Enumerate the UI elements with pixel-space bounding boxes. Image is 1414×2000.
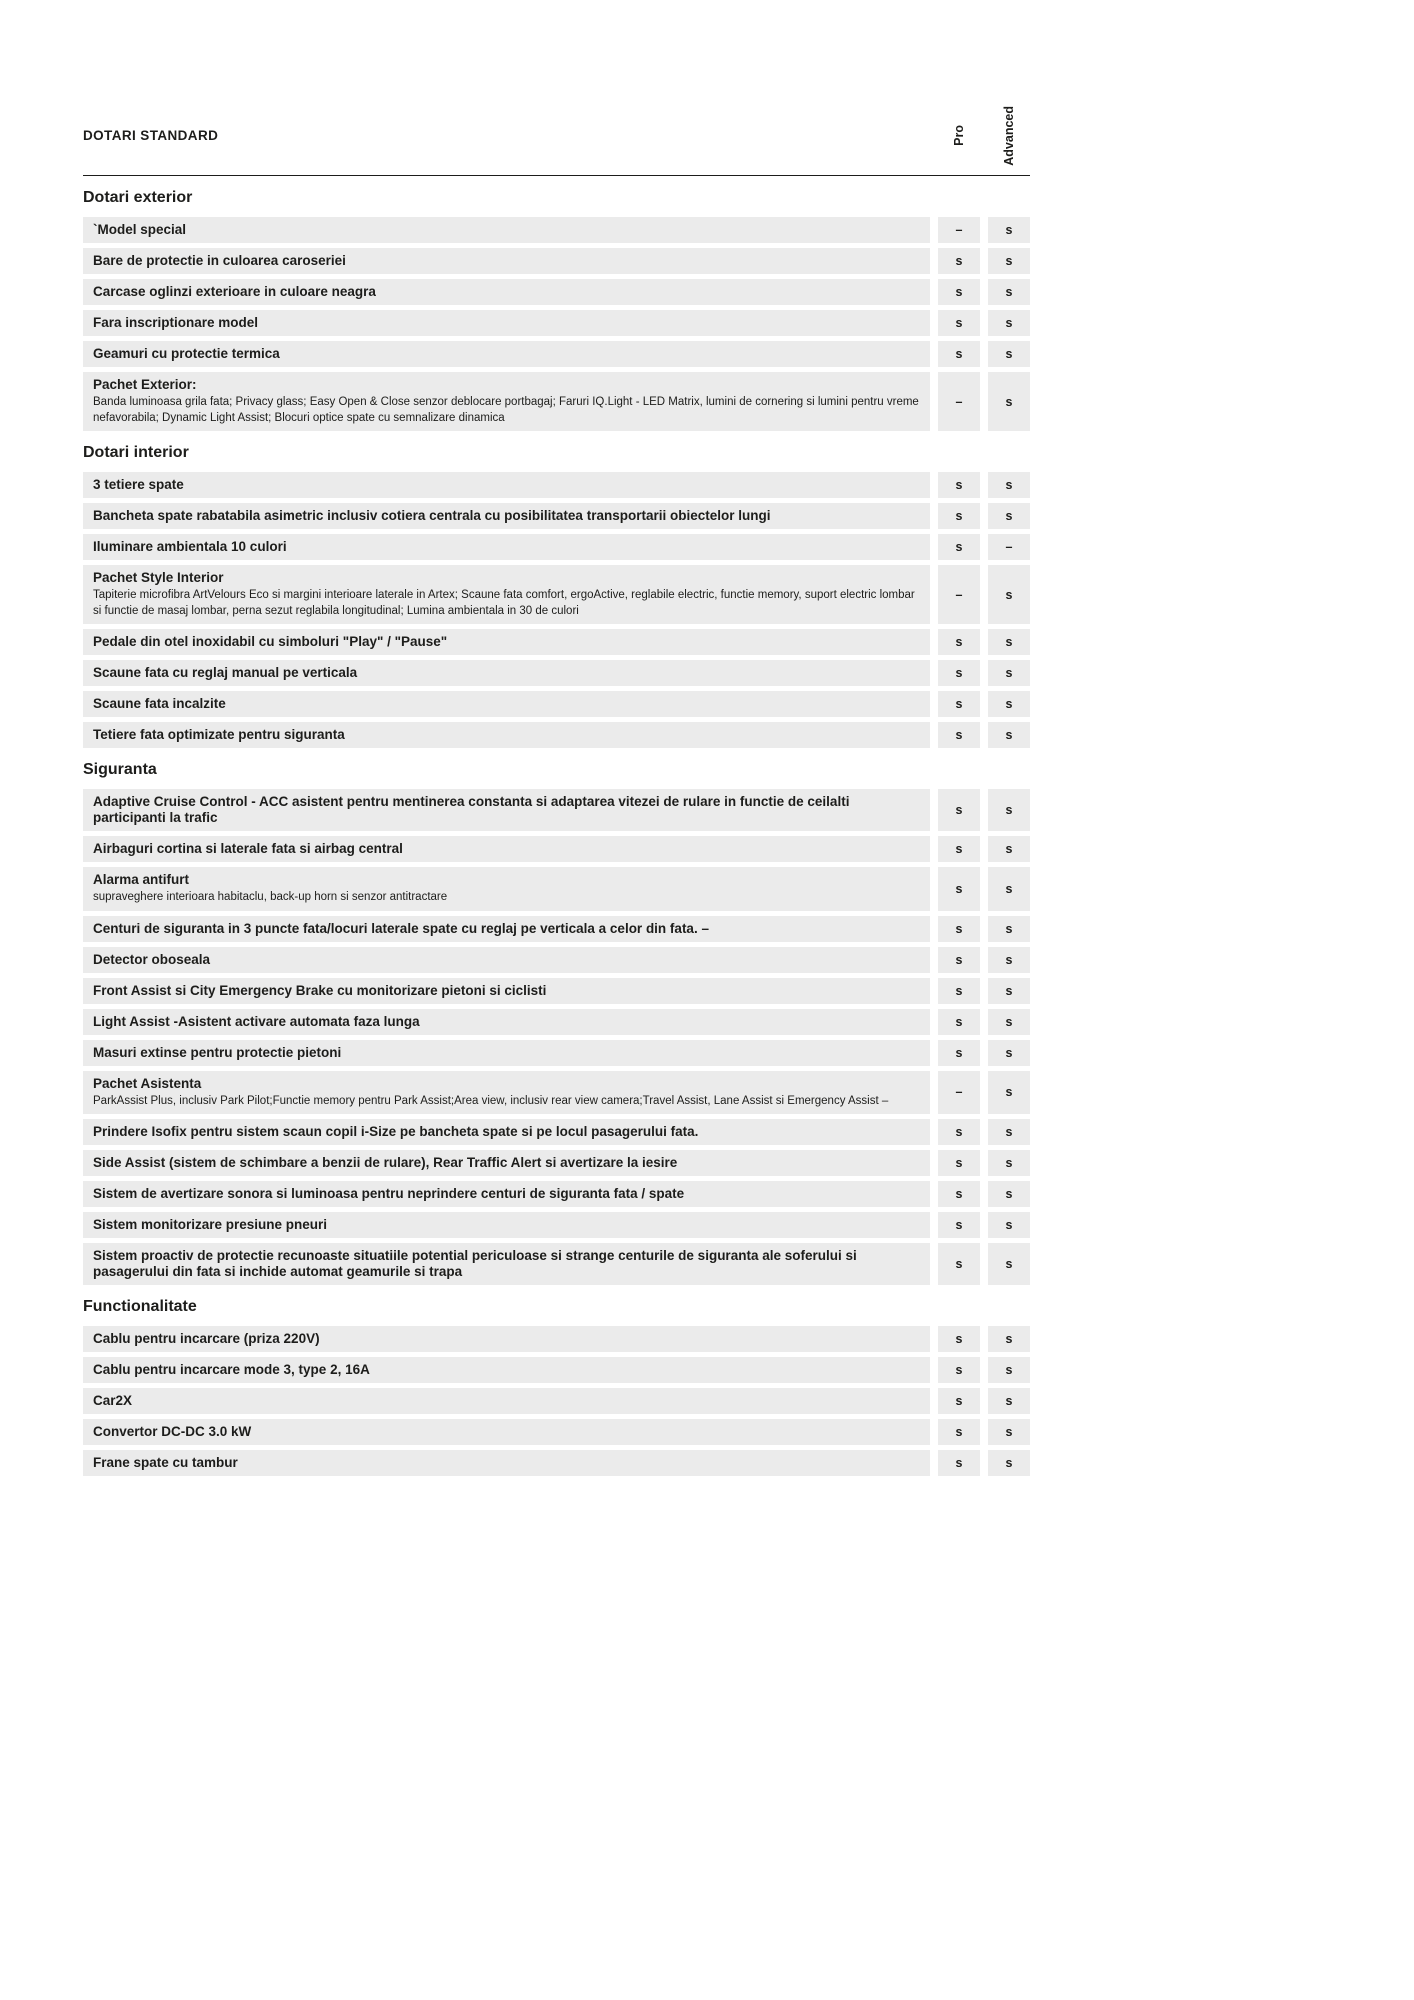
column-header-advanced-label: Advanced xyxy=(1002,105,1016,166)
feature-row xyxy=(83,629,1030,655)
feature-title: Fara inscriptionare model xyxy=(93,315,259,330)
value-advanced: s xyxy=(988,978,1030,1004)
feature-title: Airbaguri cortina si laterale fata si airbag central xyxy=(93,841,403,856)
section-title: Siguranta xyxy=(83,761,157,778)
value-pro: – xyxy=(938,217,980,243)
feature-label-cell xyxy=(83,503,930,529)
feature-label-cell xyxy=(83,565,930,624)
feature-label-cell xyxy=(83,1419,930,1445)
value-pro: s xyxy=(938,1419,980,1445)
value-advanced: s xyxy=(988,472,1030,498)
value-advanced: s xyxy=(988,1181,1030,1207)
feature-label-cell xyxy=(83,341,930,367)
value-pro: s xyxy=(938,916,980,942)
value-pro: s xyxy=(938,503,980,529)
value-pro: s xyxy=(938,722,980,748)
section-functionalitate xyxy=(83,1298,1030,1476)
feature-title: Pachet Style Interior xyxy=(93,570,224,585)
value-pro: s xyxy=(938,691,980,717)
feature-label-cell xyxy=(83,1181,930,1207)
section-title: Functionalitate xyxy=(83,1298,197,1315)
feature-row xyxy=(83,565,1030,624)
value-pro: s xyxy=(938,1040,980,1066)
feature-row xyxy=(83,1150,1030,1176)
feature-description: supraveghere interioara habitaclu, back-up horn si senzor antitractare xyxy=(93,891,448,903)
value-advanced: s xyxy=(988,341,1030,367)
feature-title: Centuri de siguranta in 3 puncte fata/locuri laterale spate cu reglaj pe verticala a celor din fata. – xyxy=(93,920,709,936)
feature-title: Prindere Isofix pentru sistem scaun copil i-Size pe bancheta spate si pe locul pasagerului fata. xyxy=(93,1124,699,1139)
value-advanced: s xyxy=(988,691,1030,717)
value-pro: – xyxy=(938,1071,980,1115)
sections xyxy=(83,189,1030,1476)
value-advanced: s xyxy=(988,660,1030,686)
section-siguranta xyxy=(83,761,1030,1285)
value-pro: s xyxy=(938,867,980,911)
value-advanced: s xyxy=(988,722,1030,748)
feature-row xyxy=(83,503,1030,529)
feature-description: Banda luminoasa grila fata; Privacy glass; Easy Open & Close senzor deblocare portbagaj; Faruri IQ.Light - LED Matrix, lumini de cornering si lumini pentru vreme nefavorabila; Dynamic Light Assist; Blocuri optice spate cu semnalizare dinamica xyxy=(93,396,919,424)
feature-label-cell xyxy=(83,660,930,686)
value-pro: s xyxy=(938,1119,980,1145)
value-advanced: s xyxy=(988,565,1030,624)
feature-label-cell xyxy=(83,722,930,748)
feature-label-cell xyxy=(83,1071,930,1115)
value-pro: s xyxy=(938,1212,980,1238)
column-header-pro-label: Pro xyxy=(952,125,966,146)
feature-row xyxy=(83,722,1030,748)
value-pro: s xyxy=(938,1388,980,1414)
feature-title: Pachet Asistenta xyxy=(93,1075,202,1091)
column-header-advanced xyxy=(988,96,1030,176)
value-advanced: s xyxy=(988,1150,1030,1176)
feature-title: Pedale din otel inoxidabil cu simboluri "Play" / "Pause" xyxy=(93,634,448,649)
feature-label-cell xyxy=(83,629,930,655)
feature-title: Sistem de avertizare sonora si luminoasa pentru neprindere centuri de siguranta fata / spate xyxy=(93,1186,685,1201)
value-advanced: s xyxy=(988,867,1030,911)
value-pro: s xyxy=(938,629,980,655)
feature-row xyxy=(83,1071,1030,1115)
feature-title: Scaune fata cu reglaj manual pe verticala xyxy=(93,665,358,680)
feature-title: Sistem proactiv de protectie recunoaste situatiile potential periculoase si strange centurile de siguranta ale soferului si pasagerului din fata si inchide automat geamurile si trapa xyxy=(93,1248,857,1279)
feature-row xyxy=(83,660,1030,686)
value-advanced: s xyxy=(988,1450,1030,1476)
value-pro: s xyxy=(938,1450,980,1476)
feature-title: Tetiere fata optimizate pentru siguranta xyxy=(93,727,345,742)
value-pro: – xyxy=(938,372,980,431)
feature-label-cell xyxy=(83,978,930,1004)
feature-row xyxy=(83,867,1030,911)
feature-title: Sistem monitorizare presiune pneuri xyxy=(93,1217,328,1232)
feature-description: ParkAssist Plus, inclusiv Park Pilot;Functie memory pentru Park Assist;Area view, inclusiv rear view camera;Travel Assist, Lane Assist si Emergency Assist – xyxy=(93,1094,889,1107)
column-headers xyxy=(938,96,1030,176)
feature-row xyxy=(83,248,1030,274)
feature-title: Pachet Exterior: xyxy=(93,377,197,392)
value-advanced: s xyxy=(988,310,1030,336)
feature-title: 3 tetiere spate xyxy=(93,477,184,492)
feature-row xyxy=(83,1040,1030,1066)
feature-label-cell xyxy=(83,916,930,942)
value-pro: s xyxy=(938,1357,980,1383)
feature-title: Front Assist si City Emergency Brake cu monitorizare pietoni si ciclisti xyxy=(93,982,547,998)
value-pro: s xyxy=(938,248,980,274)
value-advanced: s xyxy=(988,1119,1030,1145)
feature-title: Cablu pentru incarcare mode 3, type 2, 16A xyxy=(93,1362,370,1377)
value-pro: s xyxy=(938,1326,980,1352)
feature-title: Light Assist -Asistent activare automata faza lunga xyxy=(93,1013,420,1029)
value-pro: s xyxy=(938,1243,980,1285)
feature-title: Bancheta spate rabatabila asimetric inclusiv cotiera centrala cu posibilitatea transportarii obiectelor lungi xyxy=(93,508,771,523)
value-advanced: s xyxy=(988,1326,1030,1352)
feature-title: Side Assist (sistem de schimbare a benzii de rulare), Rear Traffic Alert si avertizare la iesire xyxy=(93,1155,678,1170)
feature-label-cell xyxy=(83,947,930,973)
feature-label-cell xyxy=(83,310,930,336)
feature-title: Iluminare ambientala 10 culori xyxy=(93,539,287,554)
value-advanced: s xyxy=(988,836,1030,862)
value-pro: s xyxy=(938,789,980,831)
feature-row xyxy=(83,534,1030,560)
feature-row xyxy=(83,279,1030,305)
feature-label-cell xyxy=(83,1357,930,1383)
feature-label-cell xyxy=(83,1388,930,1414)
feature-title: Bare de protectie in culoarea caroseriei xyxy=(93,253,346,268)
value-advanced: s xyxy=(988,947,1030,973)
feature-row xyxy=(83,472,1030,498)
feature-label-cell xyxy=(83,248,930,274)
feature-title: Carcase oglinzi exterioare in culoare neagra xyxy=(93,284,376,299)
section-title: Dotari interior xyxy=(83,444,189,461)
value-advanced: s xyxy=(988,279,1030,305)
feature-label-cell xyxy=(83,534,930,560)
section-dotari-exterior xyxy=(83,189,1030,431)
feature-description: Tapiterie microfibra ArtVelours Eco si margini interioare laterale in Artex; Scaune fata comfort, ergoActive, reglabile electric, functie memory, suport electric lombar si functie de masaj lombar, perna sezut reglabila longitudinal; Lumina ambientala in 30 de culori xyxy=(93,589,915,617)
value-advanced: s xyxy=(988,1009,1030,1035)
document-header xyxy=(83,96,1030,176)
feature-title: Cablu pentru incarcare (priza 220V) xyxy=(93,1331,320,1346)
feature-row xyxy=(83,1181,1030,1207)
feature-title: Masuri extinse pentru protectie pietoni xyxy=(93,1044,342,1060)
value-advanced: – xyxy=(988,534,1030,560)
feature-row xyxy=(83,1450,1030,1476)
value-pro: s xyxy=(938,660,980,686)
value-advanced: s xyxy=(988,1071,1030,1115)
column-header-pro xyxy=(938,96,980,176)
feature-row xyxy=(83,1009,1030,1035)
value-pro: s xyxy=(938,341,980,367)
value-advanced: s xyxy=(988,217,1030,243)
value-pro: – xyxy=(938,565,980,624)
feature-row xyxy=(83,1212,1030,1238)
feature-title: Detector oboseala xyxy=(93,951,211,967)
feature-row xyxy=(83,916,1030,942)
feature-row xyxy=(83,1357,1030,1383)
section-title: Dotari exterior xyxy=(83,189,193,206)
feature-row xyxy=(83,1419,1030,1445)
value-advanced: s xyxy=(988,1388,1030,1414)
value-advanced: s xyxy=(988,1040,1030,1066)
feature-label-cell xyxy=(83,1326,930,1352)
value-pro: s xyxy=(938,978,980,1004)
value-advanced: s xyxy=(988,789,1030,831)
value-advanced: s xyxy=(988,1419,1030,1445)
feature-title: Frane spate cu tambur xyxy=(93,1455,238,1470)
feature-label-cell xyxy=(83,789,930,831)
feature-title: `Model special xyxy=(93,222,187,237)
value-advanced: s xyxy=(988,916,1030,942)
value-pro: s xyxy=(938,836,980,862)
feature-label-cell xyxy=(83,1119,930,1145)
value-pro: s xyxy=(938,472,980,498)
value-advanced: s xyxy=(988,1243,1030,1285)
feature-label-cell xyxy=(83,691,930,717)
feature-row xyxy=(83,310,1030,336)
feature-label-cell xyxy=(83,1040,930,1066)
value-pro: s xyxy=(938,279,980,305)
value-pro: s xyxy=(938,534,980,560)
value-advanced: s xyxy=(988,503,1030,529)
feature-title: Car2X xyxy=(93,1393,133,1408)
feature-label-cell xyxy=(83,836,930,862)
document-page xyxy=(83,0,1030,1476)
value-advanced: s xyxy=(988,372,1030,431)
value-pro: s xyxy=(938,310,980,336)
feature-label-cell xyxy=(83,279,930,305)
feature-row xyxy=(83,372,1030,431)
value-advanced: s xyxy=(988,629,1030,655)
feature-row xyxy=(83,1243,1030,1285)
feature-row xyxy=(83,947,1030,973)
feature-title: Geamuri cu protectie termica xyxy=(93,346,280,361)
value-pro: s xyxy=(938,1181,980,1207)
value-advanced: s xyxy=(988,1212,1030,1238)
feature-row xyxy=(83,1119,1030,1145)
feature-label-cell xyxy=(83,472,930,498)
feature-row xyxy=(83,1326,1030,1352)
feature-row xyxy=(83,691,1030,717)
feature-label-cell xyxy=(83,1150,930,1176)
feature-label-cell xyxy=(83,372,930,431)
feature-label-cell xyxy=(83,1009,930,1035)
feature-title: Scaune fata incalzite xyxy=(93,696,226,711)
feature-label-cell xyxy=(83,1243,930,1285)
feature-row xyxy=(83,836,1030,862)
feature-title: Convertor DC-DC 3.0 kW xyxy=(93,1424,252,1439)
feature-row xyxy=(83,978,1030,1004)
feature-row xyxy=(83,789,1030,831)
value-advanced: s xyxy=(988,248,1030,274)
feature-row xyxy=(83,1388,1030,1414)
feature-row xyxy=(83,217,1030,243)
feature-label-cell xyxy=(83,1212,930,1238)
section-dotari-interior xyxy=(83,444,1030,748)
feature-label-cell xyxy=(83,217,930,243)
page-title: DOTARI STANDARD xyxy=(83,128,219,143)
value-advanced: s xyxy=(988,1357,1030,1383)
feature-title: Alarma antifurt xyxy=(93,872,190,887)
feature-label-cell xyxy=(83,1450,930,1476)
feature-label-cell xyxy=(83,867,930,911)
value-pro: s xyxy=(938,1150,980,1176)
feature-title: Adaptive Cruise Control - ACC asistent pentru mentinerea constanta si adaptarea vitezei de rulare in functie de ceilalti participanti la trafic xyxy=(93,794,850,825)
feature-row xyxy=(83,341,1030,367)
value-pro: s xyxy=(938,947,980,973)
value-pro: s xyxy=(938,1009,980,1035)
